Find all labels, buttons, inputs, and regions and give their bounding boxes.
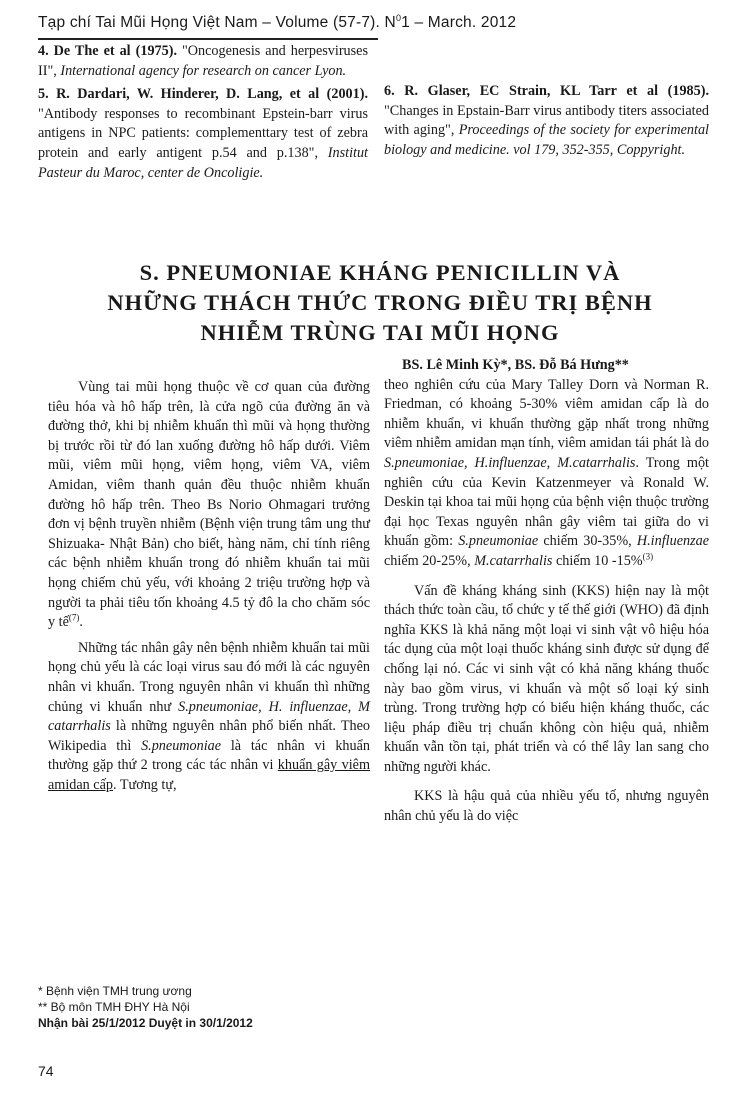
paragraph-3: theo nghiên cứu của Mary Talley Dorn và Norman R. Friedman, có khoảng 5-30% viêm amidan cấp là do nhiễm khuẩn, vi khuẩn thường gặp nhất trong những viêm nhiễm amidan mạn tính, viêm amidan tái phát là do S.pneumoniae, H.influenzae, M.catarrhalis. Trong một nghiên cứu của Kevin Katzenmeyer và Ronald W. Deskin tại khoa tai mũi họng của bệnh viện thuộc trường đại học Texas nguyên nhân gây viêm tai giữa do vi khuẩn gồm: S.pneumoniae chiếm 30-35%, H.influenzae chiếm 20-25%, M.catarrhalis chiếm 10 -15%$^{(3)}$ [384,376,709,569]
body-right-column [384,356,709,827]
title-line-2: NHỮNG THÁCH THỨC TRONG ĐIỀU TRỊ BỆNH [107,290,653,315]
paragraph-4: Vấn đề kháng kháng sinh (KKS) hiện nay là một thách thức toàn cầu, tổ chức y tế thế giới (WHO) đã định nghĩa KKS là khả năng một loại vi sinh vật vô hiệu hóa tác dụng của một loại thuốc kháng sinh được sử dụng để chống lại nó. Các vi sinh vật có khả năng kháng thuốc này bao gồm virus, vi khuẩn và một số loại ký sinh trùng. Trong trường hợp có biểu hiện kháng thuốc, các liệu pháp điều trị chuẩn không còn hiệu quả, nhiễm khuẩn vẫn tồn tại, phát triển và có thể lây lan sang cho những người khác. [384,582,709,775]
reference-6: 6. R. Glaser, EC Strain, KL Tarr et al (1985). "Changes in Epstain-Barr virus antibody titers associated with aging", Proceedings of the society for experimental biology and medicine. vol 179, 352-355, Coppyright. [384,83,710,158]
paragraph-5: KKS là hậu quả của nhiều yếu tố, nhưng nguyên nhân chủ yếu là do việc [384,788,709,825]
footnote-1: * Bệnh viện TMH trung ương [38,984,192,998]
page-number: 74 [38,1063,54,1079]
title-line-3: NHIỄM TRÙNG TAI MŨI HỌNG [200,320,560,345]
paragraph-2: Những tác nhân gây nên bệnh nhiễm khuẩn tai mũi họng chủ yếu là các loại virus sau đó mới là các nguyên nhân vi khuẩn. Trong nguyên nhân vi khuẩn thì những chủng vi khuẩn như S.pneumoniae, H. influenzae, M catarrhalis là những nguyên nhân phổ biến nhất. Theo Wikipedia thì S.pneumoniae là tác nhân vi khuẩn thường gặp thứ 2 trong các tác nhân vi khuẩn gây viêm amidan cấp. Tương tự, [48,639,370,793]
reference-5: 5. R. Dardari, W. Hinderer, D. Lang, et al (2001). "Antibody responses to recombinant Epstein-barr virus antigens in NPC patients: complementtary test of zebra protein and early antigent p.54 and p.138", Institut Pasteur du Maroc, center de Oncoligie. [38,86,368,181]
references-right [384,82,709,160]
footnotes [38,983,253,1031]
received-dates: Nhận bài 25/1/2012 Duyệt in 30/1/2012 [38,1016,253,1030]
paragraph-1: Vùng tai mũi họng thuộc về cơ quan của đường tiêu hóa và hô hấp trên, là cửa ngõ của đường ăn và đường thở, khi bị nhiễm khuẩn thì mũi và họng thường bị trước rồi từ đó lan xuống đường hô hấp dưới. Viêm mũi, viêm mũi họng, viêm họng, viêm VA, viêm Amidan, viêm thanh quản đều thuộc nhiễm khuẩn đường hô hấp trên. Theo Bs Norio Ohmagari trưởng đơn vị bệnh truyền nhiễm (Bệnh viện trung tâm ung thư Shizuaka- Nhật Bản) cho biết, hàng năm, chỉ tính riêng các bệnh nhiễm khuẩn trong đó nhiễm khuẩn tai mũi họng chiếm chủ yếu, với khoảng 2 triệu trường hợp và người ta phải tiêu tốn khoảng 4.5 tỷ đô la cho chăm sóc y tế$^{(7)}$. [48,379,370,631]
issue-info: 1 – March. 2012 [401,14,517,31]
title-line-1: S. PNEUMONIAE KHÁNG PENICILLIN VÀ [139,260,621,285]
references-left [38,42,368,183]
authors: BS. Lê Minh Kỳ*, BS. Đỗ Bá Hưng** [402,357,629,373]
journal-name: Tạp chí Tai Mũi Họng Việt Nam – Volume (57-7). N [38,14,396,31]
body-left-column [48,378,370,795]
header-rule [38,38,378,40]
reference-4: 4. De The et al (1975). "Oncogenesis and herpesviruses II", International agency for research on cancer Lyon. [38,43,368,79]
issue-sup: 0 [395,12,402,23]
journal-header [38,14,718,32]
article-title [60,258,700,348]
footnote-2: ** Bộ môn TMH ĐHY Hà Nội [38,1000,190,1014]
